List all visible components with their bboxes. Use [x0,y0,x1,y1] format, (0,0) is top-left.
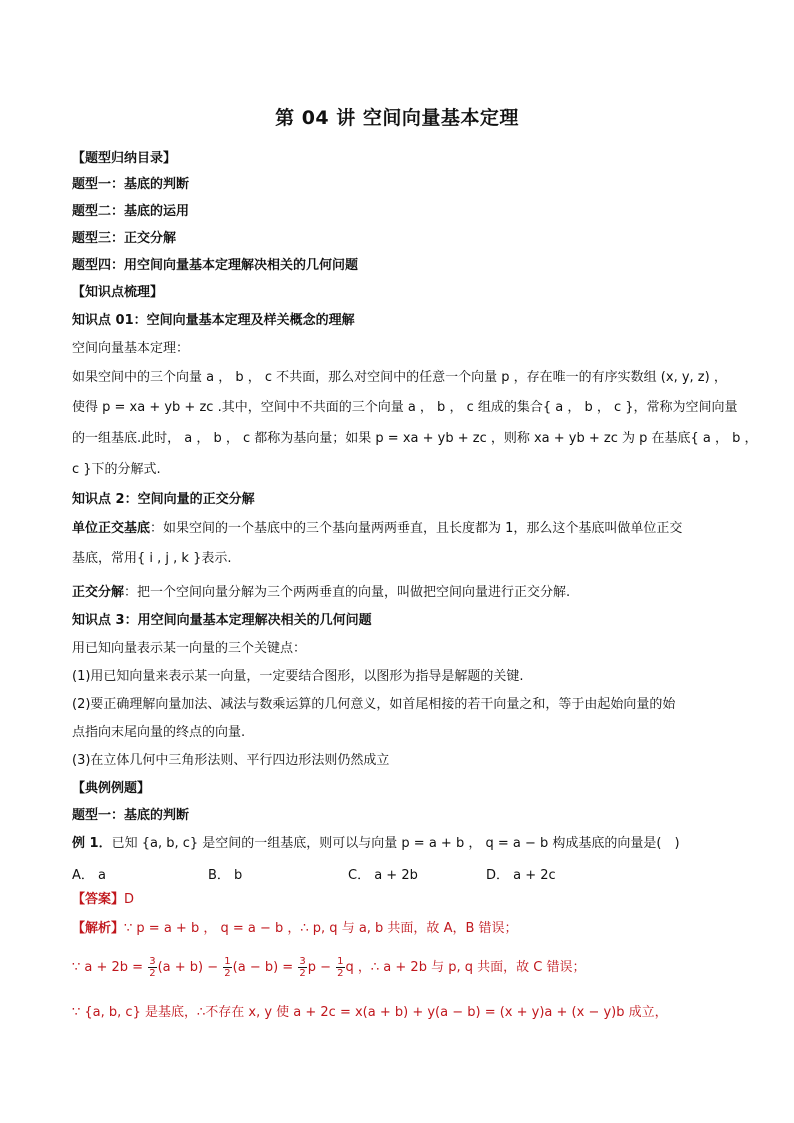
answer-value: D [124,892,135,907]
key-point-1: (1)用已知向量来表示某一向量，一定要结合图形，以图形为指导是解题的关键. [72,669,524,684]
analysis-2-part-a: ∵ a + 2b = [72,960,144,975]
type-1-heading: 题型一：基底的判断 [72,808,190,823]
analysis-text-1: ∵ p = a + b ， q = a − b ，∴ p, q 与 a, b 共面，故 A，B 错误； [124,921,518,936]
example-1-label: 例 1． [72,836,112,851]
knowledge-header: 【知识点梳理】 [72,285,164,300]
knowledge-point-1-subtitle: 空间向量基本定理： [72,341,190,356]
fraction-three-halves [148,956,156,979]
page-title: 第 04 讲 空间向量基本定理 [275,107,519,129]
fraction-three-halves-2 [298,956,306,979]
example-1-text: 已知 {a, b, c} 是空间的一组基底，则可以与向量 p = a + b ， q = a − b 构成基底的向量是( ) [111,836,680,851]
option-a: A． a [72,868,106,883]
analysis-2-part-b: (a + b) − [157,960,219,975]
example-1-question [72,835,722,853]
catalog-item-3: 题型三：正交分解 [72,231,177,246]
fraction-numerator: 1 [224,956,231,967]
fraction-numerator: 3 [299,956,306,967]
theorem-line-3: 的一组基底.此时， a ， b ， c 都称为基向量；如果 p = xa + yb + zc ，则称 xa + yb + zc 为 p 在基底{ a ， b ， [72,431,758,446]
option-c: C． a + 2b [348,868,418,883]
fraction-denominator: 2 [337,968,344,979]
fraction-denominator: 2 [149,968,156,979]
analysis-line-2 [72,956,722,979]
answer-line [72,891,722,909]
fraction-one-half [223,956,231,979]
orthonormal-basis-line-2: 基底，常用{ i , j , k }表示. [72,551,232,566]
orthogonal-decomposition-line [72,584,722,602]
analysis-label: 【解析】 [72,921,125,936]
orthogonal-decomposition-definition: ：把一个空间向量分解为三个两两垂直的向量，叫做把空间向量进行正交分解. [124,585,571,600]
catalog-header: 【题型归纳目录】 [72,151,177,166]
knowledge-point-1-heading: 知识点 01：空间向量基本定理及样关概念的理解 [72,313,355,328]
theorem-line-1: 如果空间中的三个向量 a ， b ， c 不共面，那么对空间中的任意一个向量 p ，存在唯一的有序实数组 (x, y, z) ， [72,370,727,385]
key-point-2-line-2: 点指向末尾向量的终点的向量. [72,725,246,740]
key-point-3: (3)在立体几何中三角形法则、平行四边形法则仍然成立 [72,753,390,768]
option-d: D． a + 2c [486,868,556,883]
orthogonal-decomposition-term: 正交分解 [72,585,125,600]
catalog-item-1: 题型一：基底的判断 [72,177,190,192]
analysis-2-part-c: (a − b) = [232,960,294,975]
option-b: B． b [208,868,243,883]
analysis-2-part-d: p − [307,960,331,975]
theorem-line-2: 使得 p = xa + yb + zc .其中，空间中不共面的三个向量 a ， b ， c 组成的集合{ a ， b ， c }，常称为空间向量 [72,400,738,415]
orthonormal-basis-term: 单位正交基底 [72,521,151,536]
key-points-intro: 用已知向量表示某一向量的三个关键点： [72,641,307,656]
analysis-2-part-e: q ，∴ a + 2b 与 p, q 共面，故 C 错误； [345,960,586,975]
analysis-line-1 [72,920,722,938]
theorem-line-4: c }下的分解式. [72,462,161,477]
fraction-denominator: 2 [299,968,306,979]
fraction-numerator: 1 [337,956,344,967]
analysis-line-3: ∵ {a, b, c} 是基底，∴不存在 x, y 使 a + 2c = x(a + b) + y(a − b) = (x + y)a + (x − y)b 成立， [72,1005,668,1020]
orthonormal-basis-line-1 [72,520,722,538]
answer-label: 【答案】 [72,892,125,907]
fraction-one-half-2 [336,956,344,979]
fraction-denominator: 2 [224,968,231,979]
orthonormal-basis-definition: ：如果空间的一个基底中的三个基向量两两垂直，且长度都为 1，那么这个基底叫做单位正交 [150,521,683,536]
example-header: 【典例例题】 [72,781,151,796]
fraction-numerator: 3 [149,956,156,967]
key-point-2-line-1: (2)要正确理解向量加法、减法与数乘运算的几何意义，如首尾相接的若干向量之和，等于由起始向量的始 [72,697,676,712]
catalog-item-2: 题型二：基底的运用 [72,204,190,219]
knowledge-point-3-heading: 知识点 3：用空间向量基本定理解决相关的几何问题 [72,613,372,628]
catalog-item-4: 题型四：用空间向量基本定理解决相关的几何问题 [72,258,359,273]
knowledge-point-2-heading: 知识点 2：空间向量的正交分解 [72,492,255,507]
